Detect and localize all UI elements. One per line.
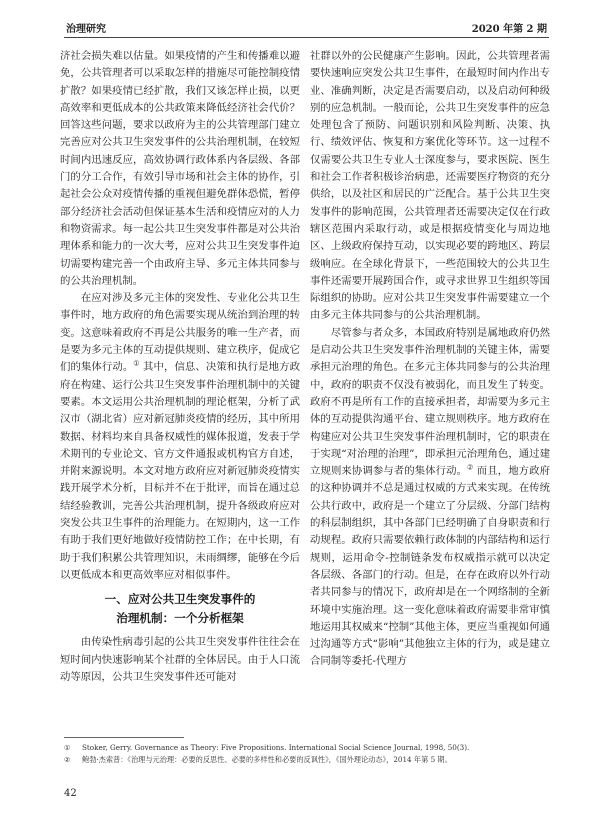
footnote-rule bbox=[64, 737, 184, 738]
left-column bbox=[60, 48, 300, 686]
section-heading bbox=[60, 590, 300, 628]
footnote-mark: ① bbox=[64, 743, 71, 752]
footnote bbox=[64, 754, 549, 766]
footnote bbox=[64, 742, 549, 754]
running-header bbox=[66, 20, 547, 34]
page-number: 42 bbox=[64, 788, 77, 799]
paragraph-text: 尽管参与者众多，本国政府特别是属地政府仍然是启动公共卫生突发事件治理机制的关键主体，需要承担元治理的角色。在多元主体共同参与的公共治理中，政府的职责不仅没有被弱化，而且发生了转变。政府不再是所有工作的直接承担者，却需要为多元主体的互动提供沟通平台、建立规则秩序。地方政府在构建应对公共卫生突发事件治理机制时，它的职责在于实现“对治理的治理”，即承担元治理角色，通过建立规则来协调参与者的集体行动。 bbox=[310, 326, 550, 478]
footnote-text: 鲍勃·杰索普：《治理与元治理：必要的反思性、必要的多样性和必要的反讽性》，《国外理论动态》，2014 年第 5 期。 bbox=[82, 754, 452, 764]
footnote-ref[interactable]: ① bbox=[133, 359, 140, 368]
body-paragraph bbox=[60, 290, 300, 584]
footnotes bbox=[64, 742, 549, 765]
paragraph-text: 其中，信息、决策和执行是地方政府在构建、运行公共卫生突发事件治理机制中的关键要素。本文运用公共治理机制的理论框架，分析了武汉市（湖北省）应对新冠肺炎疫情的经历，其中所用数据、材料均来自具备权威性的媒体报道，发表于学术期刊的专业论文、官方文件通报或机构官方自述，并附来源说明。本文对地方政府应对新冠肺炎疫情实践开展学术分析，目标并不在于批评，而旨在通过总结经验教训，完善公共治理机制，提升各级政府应对突发公共卫生事件的治理能力。在短期内，这一工作有助于我们更好地做好疫情防控工作；在中长期，有助于我们积累公共管理知识，未雨绸缪，能够在今后以更低成本和更高效率应对相似事件。 bbox=[60, 361, 300, 581]
paragraph-text: 而且，地方政府的这种协调并不总是通过权威的方式来实现。在传统公共行政中，政府是一个建立了分层级、分部门结构的科层制组织，其中各部门已经明确了自身职责和行动规程。政府只需要依赖行政体制的内部结构和运行规则，运用命令-控制链条发布权威指示就可以决定各层级、各部门的行动。但是，在存在政府以外行动者共同参与的情况下，政府却是在一个网络制的全新环境中实施治理。这一变化意味着政府需要非常审慎地运用其权威来“控制”其他主体，更应当重视如何通过沟通等方式“影响”其他独立主体的行为，或是建立合同制等委托-代理方 bbox=[310, 465, 550, 668]
body-paragraph: 社群以外的公民健康产生影响。因此，公共管理者需要快速响应突发公共卫生事件，在最短时间内作出专业、准确判断，决定是否需要启动，以及启动何种级别的应急机制。一般而论，公共卫生突发事件的应急处理包含了预防、问题识别和风险判断、决策、执行、绩效评估、恢复和方案优化等环节。这一过程不仅需要公共卫生专业人士深度参与，要求医院、医生和社会工作者积极诊治病患，还需要医疗物资的充分供给，以及社区和居民的广泛配合。基于公共卫生突发事件的影响范围，公共管理者还需要决定仅在行政辖区范围内采取行动，或是根据疫情变化与周边地区、上级政府保持互动，以实现必要的跨地区、跨层级响应。在全球化背景下，一些范围较大的公共卫生事件还需要开展跨国合作，或寻求世界卫生组织等国际组织的协助。应对公共卫生突发事件需要建立一个由多元主体共同参与的公共治理机制。 bbox=[310, 50, 550, 322]
footnote-text: Stoker, Gerry. Governance as Theory: Five Propositions. International Social Science Journal, 1998, 50(3). bbox=[82, 743, 470, 752]
footnote-mark: ② bbox=[64, 754, 71, 764]
body-paragraph bbox=[310, 325, 550, 671]
paragraph-text: 在应对涉及多元主体的突发性、专业化公共卫生事件时，地方政府的角色需要实现从统治到治理的转变。这意味着政府不再是公共服务的唯一生产者，而是要为多元主体的互动提供规则、建立秩序，促成它们的集体行动。 bbox=[60, 292, 300, 374]
section-heading-line: 治理机制：一个分析框架 bbox=[116, 611, 244, 626]
right-column bbox=[310, 48, 550, 671]
section-heading-line: 一、应对公共卫生突发事件的 bbox=[104, 592, 256, 607]
body-paragraph: 由传染性病毒引起的公共卫生突发事件往往会在短时间内快速影响某个社群的全体居民。由于人口流动等原因，公共卫生突发事件还可能对 bbox=[60, 636, 300, 683]
journal-name: 治理研究 bbox=[66, 24, 106, 35]
issue-label: 2020 年第 2 期 bbox=[471, 24, 547, 35]
header-rule bbox=[64, 37, 549, 38]
footnote-ref[interactable]: ② bbox=[467, 463, 474, 472]
body-paragraph: 济社会损失难以估量。如果疫情的产生和传播难以避免，公共管理者可以采取怎样的措施尽可能控制疫情扩散？如果疫情已经扩散，我们又该怎样止损，以更高效率和更低成本的公共政策来降低经济社会代价？回答这些问题，要求以政府为主的公共管理部门建立完善应对公共卫生突发事件的公共治理机制，在较短时间内迅速反应，高效协调行政体系内各层级、各部门的分工合作，有效引导市场和社会主体的协作，引起社会公众对疫情传播的重视但避免群体恐慌，暂停部分经济社会活动但保证基本生活和疫情应对的人力和物资需求。每一起公共卫生突发事件都是对公共治理体系和能力的一次大考，应对公共卫生突发事件迫切需要构建完善一个由政府主导、多元主体共同参与的公共治理机制。 bbox=[60, 50, 300, 287]
